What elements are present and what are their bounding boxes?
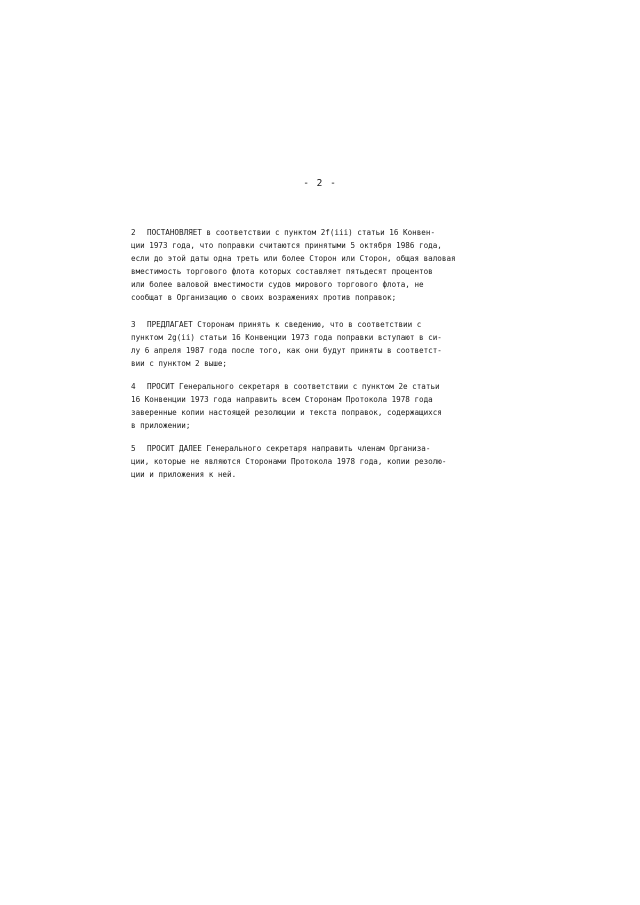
paragraph-number: 3	[131, 320, 136, 329]
paragraph-2	[131, 226, 491, 304]
paragraph-line: заверенные копии настоящей резолюции и текста поправок, содержащихся	[131, 408, 442, 417]
paragraph-line: ПРОСИТ Генерального секретаря в соответствии с пунктом 2e статьи	[147, 382, 440, 391]
paragraph-line: ции, которые не являются Сторонами Протокола 1978 года, копии резолю-	[131, 457, 447, 466]
paragraph-line: 16 Конвенции 1973 года направить всем Сторонам Протокола 1978 года	[131, 395, 433, 404]
paragraph-number: 5	[131, 444, 136, 453]
paragraph-line: ции 1973 года, что поправки считаются принятыми 5 октября 1986 года,	[131, 241, 442, 250]
paragraph-line: сообщат в Организацию о своих возражениях против поправок;	[131, 293, 397, 302]
paragraph-4	[131, 380, 491, 432]
paragraph-number: 4	[131, 382, 136, 391]
paragraph-3	[131, 318, 491, 370]
paragraph-line: ции и приложения к ней.	[131, 470, 237, 479]
paragraph-line: ПРЕДЛАГАЕТ Сторонам принять к сведению, что в соответствии с	[147, 320, 422, 329]
paragraph-line: ПРОСИТ ДАЛЕЕ Генерального секретаря направить членам Организа-	[147, 444, 431, 453]
paragraph-number: 2	[131, 228, 136, 237]
paragraph-line: если до этой даты одна треть или более Сторон или Сторон, общая валовая	[131, 254, 456, 263]
paragraph-line: в приложении;	[131, 421, 191, 430]
paragraph-line: вместимость торгового флота которых составляет пятьдесят процентов	[131, 267, 433, 276]
paragraph-line: лу 6 апреля 1987 года после того, как они будут приняты в соответст-	[131, 346, 442, 355]
paragraph-5	[131, 442, 491, 481]
paragraph-line: вии с пунктом 2 выше;	[131, 359, 228, 368]
paragraph-line: пунктом 2g(ii) статьи 16 Конвенции 1973 года поправки вступают в си-	[131, 333, 442, 342]
page-number: - 2 -	[303, 178, 337, 189]
paragraph-line: ПОСТАНОВЛЯЕТ в соответствии с пунктом 2f(iii) статьи 16 Конвен-	[147, 228, 436, 237]
paragraph-line: или более валовой вместимости судов мирового торгового флота, не	[131, 280, 424, 289]
